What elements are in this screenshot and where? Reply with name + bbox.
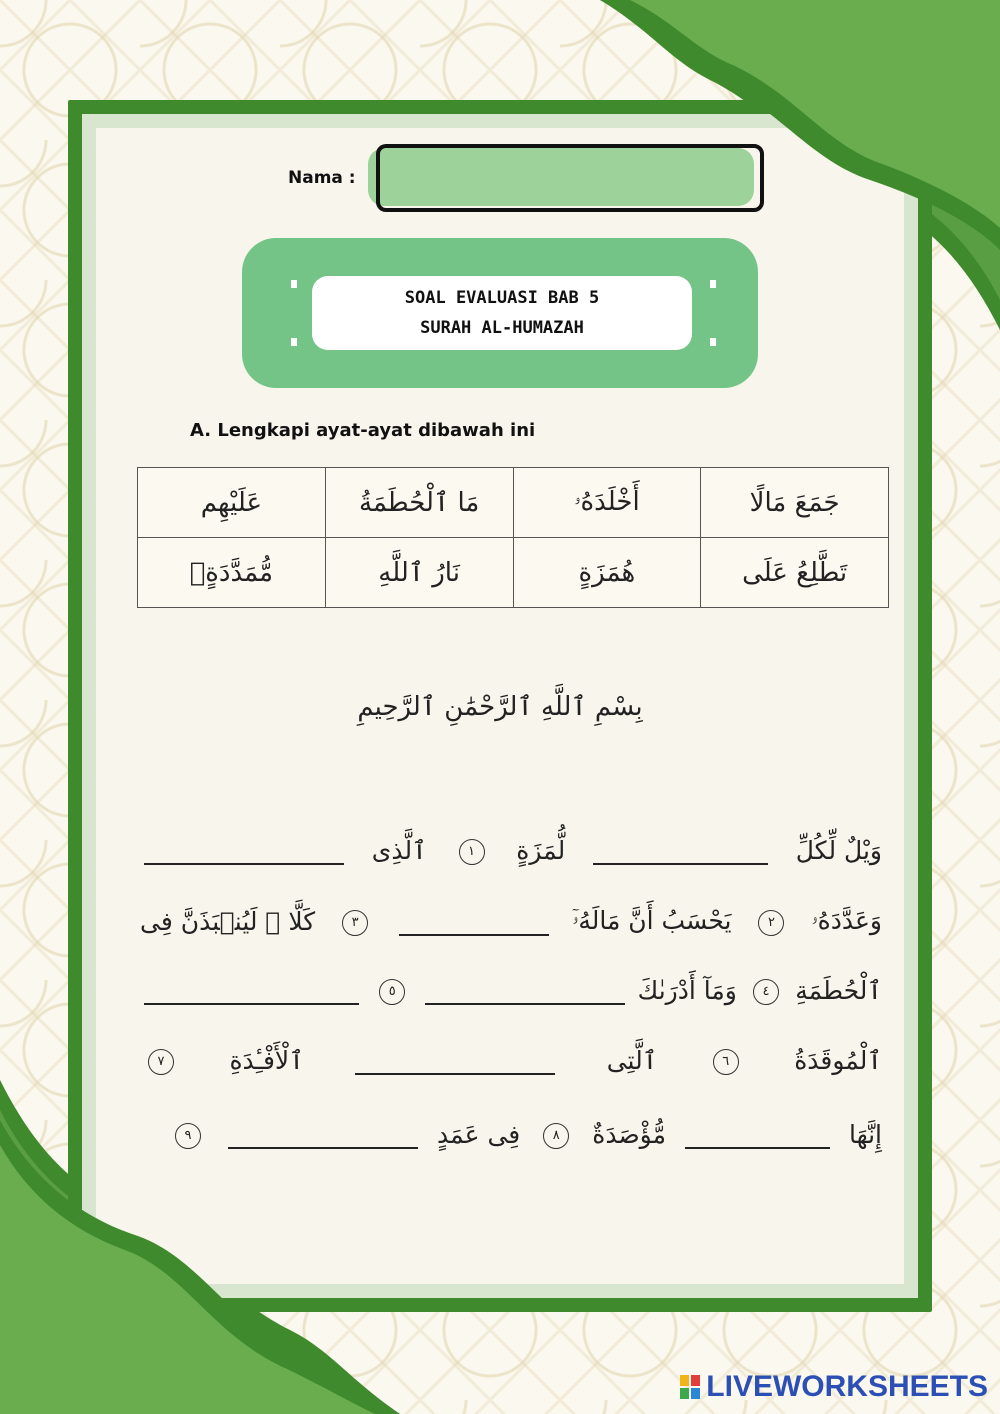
verse-line-4 xyxy=(140,1046,882,1075)
verse-text: إِنَّهَا xyxy=(848,1120,882,1149)
word-cell[interactable]: عَلَيْهِم xyxy=(138,468,326,538)
verse-text: ٱلْأَفْـِٔدَةِ xyxy=(229,1046,304,1075)
answer-blank[interactable] xyxy=(593,843,768,865)
table-row xyxy=(138,538,889,608)
title-line-1: SOAL EVALUASI BAB 5 xyxy=(404,288,600,308)
verse-text: يَحْسَبُ أَنَّ مَالَهُۥٓ xyxy=(572,906,732,935)
verse-line-2 xyxy=(140,906,882,936)
verse-text: ٱلَّتِى xyxy=(606,1046,658,1075)
ayah-number: ٨ xyxy=(543,1123,569,1149)
bottom-left-corner-overlay xyxy=(0,1120,420,1414)
verse-text: مُّؤْصَدَةٌ xyxy=(592,1120,666,1149)
verse-text: ٱلَّذِى xyxy=(371,836,427,865)
word-cell[interactable]: جَمَعَ مَالًا xyxy=(701,468,889,538)
ayah-number: ٥ xyxy=(379,979,405,1005)
ayah-number: ٣ xyxy=(342,910,368,936)
ayah-number: ٦ xyxy=(713,1049,739,1075)
name-input[interactable] xyxy=(368,148,754,206)
word-cell[interactable]: مَا ٱلْحُطَمَةُ xyxy=(325,468,513,538)
liveworksheets-logo-icon xyxy=(680,1375,700,1399)
verse-text: فِى عَمَدٍ xyxy=(437,1120,521,1149)
word-cell[interactable]: أَخْلَدَهُۥ xyxy=(513,468,701,538)
title-dot xyxy=(710,338,716,346)
verse-text: ٱلْمُوقَدَةُ xyxy=(794,1046,882,1075)
title-dot xyxy=(710,280,716,288)
title-line-2: SURAH AL-HUMAZAH xyxy=(420,318,584,338)
word-cell[interactable]: نَارُ ٱللَّهِ xyxy=(325,538,513,608)
liveworksheets-watermark[interactable] xyxy=(680,1370,988,1404)
word-cell[interactable]: تَطَّلِعُ عَلَى xyxy=(701,538,889,608)
answer-blank[interactable] xyxy=(355,1053,555,1075)
answer-blank[interactable] xyxy=(228,1127,418,1149)
answer-blank[interactable] xyxy=(425,983,625,1005)
name-label: Nama : xyxy=(288,168,356,188)
verse-text: وَمَآ أَدْرَىٰكَ xyxy=(637,976,737,1005)
title-dot xyxy=(291,280,297,288)
verse-text: كَلَّا ۖ لَيُنۢبَذَنَّ فِى xyxy=(140,907,316,936)
word-cell[interactable]: هُمَزَةٍ xyxy=(513,538,701,608)
bismillah: بِسْمِ ٱللَّهِ ٱلرَّحْمَٰنِ ٱلرَّحِيمِ xyxy=(357,692,643,722)
top-right-corner-overlay xyxy=(600,0,1000,250)
title-card xyxy=(312,276,692,350)
ayah-number: ٧ xyxy=(148,1049,174,1075)
verse-line-1 xyxy=(140,836,882,865)
ayah-number: ٢ xyxy=(758,910,784,936)
word-bank-table xyxy=(137,467,889,608)
instruction-text: A. Lengkapi ayat-ayat dibawah ini xyxy=(190,420,536,441)
verse-text: وَعَدَّدَهُۥ xyxy=(811,906,882,935)
title-dot xyxy=(291,338,297,346)
answer-blank[interactable] xyxy=(144,843,344,865)
answer-blank[interactable] xyxy=(399,914,549,936)
word-cell[interactable]: مُّمَدَّدَةٍۭ xyxy=(138,538,326,608)
verse-line-3 xyxy=(140,976,882,1005)
watermark-text: LIVEWORKSHEETS xyxy=(706,1370,988,1403)
table-row xyxy=(138,468,889,538)
verse-text: وَيْلٌ لِّكُلِّ xyxy=(795,836,882,865)
verse-text: ٱلْحُطَمَةِ xyxy=(795,976,882,1005)
ayah-number: ٤ xyxy=(753,979,779,1005)
answer-blank[interactable] xyxy=(144,983,359,1005)
ayah-number: ١ xyxy=(459,839,485,865)
verse-line-5 xyxy=(167,1120,882,1149)
answer-blank[interactable] xyxy=(685,1127,830,1149)
ayah-number: ٩ xyxy=(175,1123,201,1149)
verse-text: لُّمَزَةٍ xyxy=(516,836,566,865)
